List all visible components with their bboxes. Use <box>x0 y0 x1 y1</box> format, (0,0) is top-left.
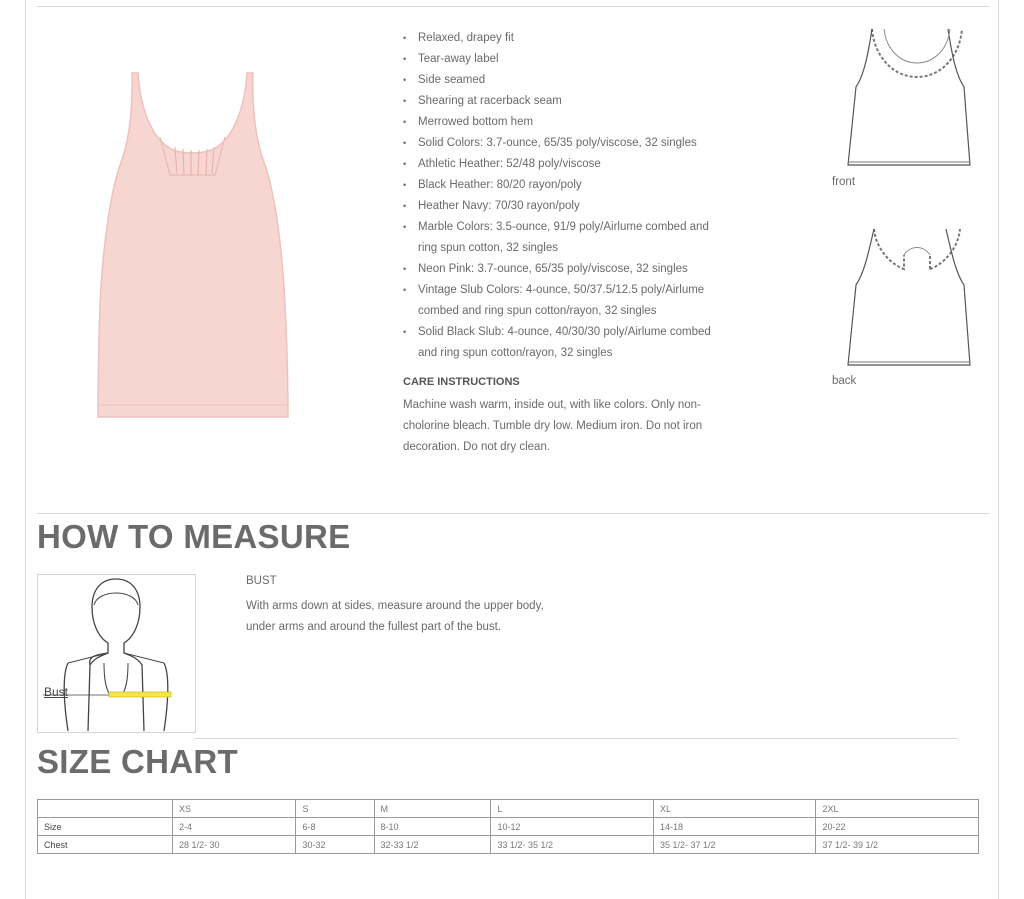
feature-item: • Solid Black Slub: 4-ounce, 40/30/30 poly/Airlume combed and ring spun cotton/rayon, 32 singles <box>403 322 723 364</box>
header-cell: S <box>296 800 374 818</box>
header-cell: 2XL <box>816 800 979 818</box>
care-instructions-title: CARE INSTRUCTIONS <box>403 376 520 388</box>
feature-item: • Black Heather: 80/20 rayon/poly <box>403 175 723 196</box>
feature-item: • Marble Colors: 3.5-ounce, 91/9 poly/Airlume combed and ring spun cotton, 32 singles <box>403 217 723 259</box>
row-label: Chest <box>38 836 173 854</box>
measure-divider <box>195 738 957 739</box>
table-cell: 14-18 <box>653 818 815 836</box>
header-cell: L <box>491 800 653 818</box>
body-outline <box>38 575 195 732</box>
table-cell: 30-32 <box>296 836 374 854</box>
feature-item: • Vintage Slub Colors: 4-ounce, 50/37.5/12.5 poly/Airlume combed and ring spun cotton/rayon, 32 singles <box>403 280 723 322</box>
table-cell: 33 1/2- 35 1/2 <box>491 836 653 854</box>
size-chart-table <box>37 799 979 854</box>
size-chart-heading: SIZE CHART <box>37 743 238 780</box>
tank-top-body <box>98 73 288 417</box>
feature-item: • Merrowed bottom hem <box>403 112 723 133</box>
table-cell: 2-4 <box>173 818 296 836</box>
back-sketch <box>842 225 992 370</box>
table-cell: 6-8 <box>296 818 374 836</box>
table-cell: 20-22 <box>816 818 979 836</box>
bust-description: With arms down at sides, measure around the upper body, under arms and around the fullest part of the bust. <box>246 600 544 633</box>
table-row <box>38 836 979 854</box>
table-cell: 8-10 <box>374 818 491 836</box>
feature-item: • Heather Navy: 70/30 rayon/poly <box>403 196 723 217</box>
top-divider <box>37 6 989 7</box>
header-cell <box>38 800 173 818</box>
front-label: front <box>832 176 856 188</box>
feature-item: • Tear-away label <box>403 49 723 70</box>
table-cell: 35 1/2- 37 1/2 <box>653 836 815 854</box>
feature-item: • Relaxed, drapey fit <box>403 28 723 49</box>
header-cell: M <box>374 800 491 818</box>
table-cell: 28 1/2- 30 <box>173 836 296 854</box>
feature-item: • Neon Pink: 3.7-ounce, 65/35 poly/viscose, 32 singles <box>403 259 723 280</box>
page-border-left <box>25 0 26 899</box>
feature-item: • Side seamed <box>403 70 723 91</box>
feature-item: • Shearing at racerback seam <box>403 91 723 112</box>
bust-tape <box>109 692 171 697</box>
back-label: back <box>832 375 857 387</box>
measure-figure <box>37 574 196 733</box>
product-image <box>90 65 295 425</box>
header-cell: XL <box>653 800 815 818</box>
row-label: Size <box>38 818 173 836</box>
table-cell: 37 1/2- 39 1/2 <box>816 836 979 854</box>
table-cell: 10-12 <box>491 818 653 836</box>
table-cell: 32-33 1/2 <box>374 836 491 854</box>
bust-figure-label: Bust <box>44 685 69 699</box>
table-header-row <box>38 800 979 818</box>
table-row <box>38 818 979 836</box>
care-instructions-text: Machine wash warm, inside out, with like colors. Only non-cholorine bleach. Tumble dry low. Medium iron. Do not iron decoration. Do not dry clean. <box>403 399 703 453</box>
section-divider <box>37 513 989 514</box>
front-sketch <box>842 25 992 170</box>
feature-item: • Solid Colors: 3.7-ounce, 65/35 poly/viscose, 32 singles <box>403 133 723 154</box>
page-border-right <box>998 0 999 899</box>
header-cell: XS <box>173 800 296 818</box>
how-to-measure-heading: HOW TO MEASURE <box>37 518 351 555</box>
bust-title: BUST <box>246 575 277 587</box>
feature-list <box>403 28 723 364</box>
feature-item: • Athletic Heather: 52/48 poly/viscose <box>403 154 723 175</box>
